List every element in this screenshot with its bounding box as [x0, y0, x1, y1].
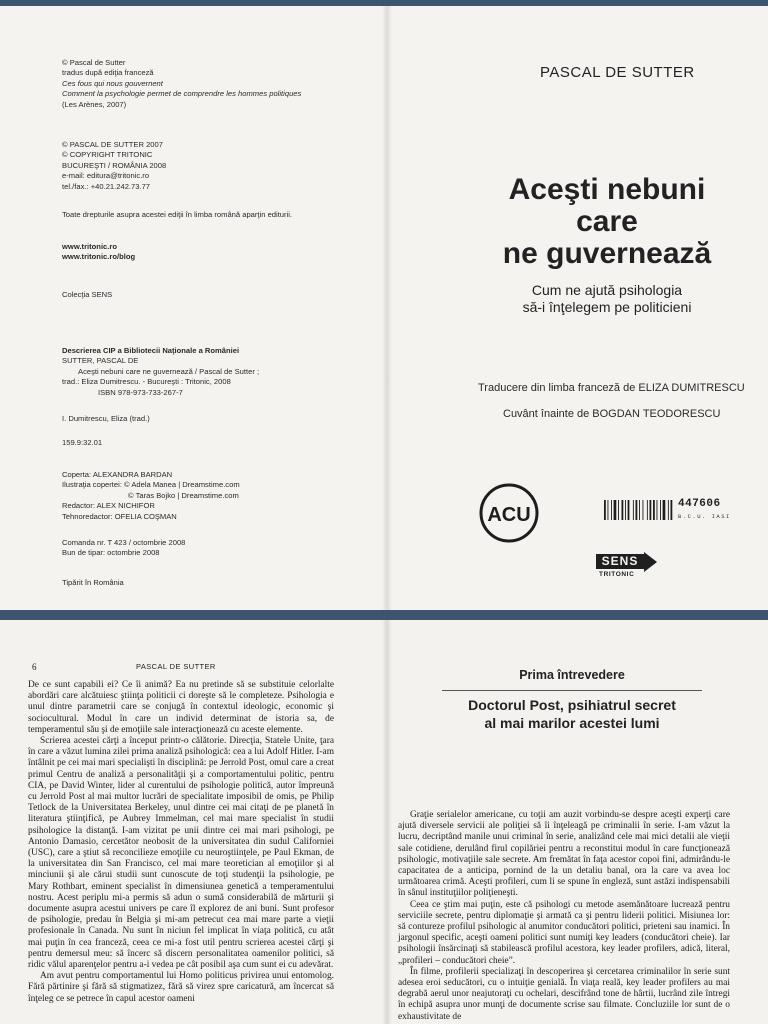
original-edition-note: [62, 58, 301, 110]
barcode-bar: [608, 500, 609, 520]
barcode-bar: [643, 500, 644, 520]
barcode-icon: [604, 500, 674, 520]
print-order: [62, 538, 185, 559]
chapter-title: [422, 696, 722, 732]
cip-isbn: ISBN 978-973-733-267-7: [98, 387, 183, 397]
book-subtitle: [470, 282, 744, 316]
paragraph: Graţie serialelor americane, cu toţii am auzit vorbindu-se despre aceşti experţi care ajută diversele servicii ale poliţiei să îi înţeleagă pe criminalii în serie. I-am văzut la lucru, decriptând manile unui criminal în serie, analizând cele mai mici detalii ale vieţii sale cotidiene, derulând firul copilăriei pentru a reconstitui modul în care funcţionează psihologic, motivaţiile sale secrete. Am fremătat în faţa acestor copoi fini, admirându-le capacitatea de a anticipa, pornind de la un detaliu banal, ora la care va avea loc următoarea crimă. Aceşti profileri, cum li se spune în engleză, sunt astăzi indispensabili în sânul instituţiilor poliţieneşti.: [398, 810, 730, 899]
acu-stamp-label: ACU: [487, 504, 531, 526]
publisher-websites: [62, 242, 135, 263]
credit-line: Redactor: ALEX NICHIFOR: [62, 501, 155, 511]
foreword-credit: Cuvânt înainte de BOGDAN TEODORESCU: [503, 408, 721, 420]
barcode-bar: [653, 500, 655, 520]
order-line: Bun de tipar: octombrie 2008: [62, 548, 160, 558]
cip-classification: 159.9:32.01: [62, 438, 103, 447]
rights-statement: Toate drepturile asupra acestei ediţii în limba română aparţin editurii.: [62, 210, 293, 219]
barcode-bar: [614, 500, 617, 520]
cip-translator-entry: I. Dumitrescu, Eliza (trad.): [62, 414, 150, 423]
cip-title: Aceşti nebuni care ne guvernează / Pascal de Sutter ;: [78, 366, 260, 376]
chapter-divider: [442, 690, 702, 691]
barcode-bar: [639, 500, 640, 520]
tritonic-logo-word: TRITONIC: [599, 571, 635, 578]
original-subtitle: Comment la psychologie permet de comprendre les hommes politiques: [62, 89, 302, 99]
collection-name: Colecţia SENS: [62, 290, 113, 299]
paragraph: În filme, profilerii specializaţi în descoperirea şi cercetarea criminalilor în serie sunt adesea eroi seducători, cu o intuiţie genială. În viaţa reală, key leader profilers au mai degrabă aerul unor neajutoraţi cu ochelari, descifrând tone de hârtii, lucrând zile întregi în echipă asupra unor munţi de documente scrise sau filmate. Concluziile lor sunt de o exhaustivitate de: [398, 966, 730, 1022]
barcode-bar: [633, 500, 634, 520]
barcode-bar: [611, 500, 612, 520]
barcode-bar: [668, 500, 669, 520]
book-title: [470, 174, 744, 270]
sens-logo-word: SENS: [596, 554, 644, 569]
production-credits: [62, 470, 240, 522]
author-name: PASCAL DE SUTTER: [540, 64, 695, 81]
running-head: PASCAL DE SUTTER: [136, 662, 216, 671]
paragraph: Ceea ce ştim mai puţin, este că psihologi cu metode asemănătoare lucrează pentru serviciile secrete, pentru diplomaţie şi armată ca şi pentru liderii politici. Misiunea lor: să contureze profilul psihologic al anumitor conducători politici, prieteni sau inamici. În jargonul specific, aceşti oameni politici sunt numiţi key leaders (conducători cheie). Iar psihologii însărcinaţi să stabilească profilul acestora, key leader profilers, adică, literal, „profileri – conducători cheie”.: [398, 899, 730, 966]
imprint-line: (Les Arènes, 2007): [62, 99, 127, 109]
website-link: www.tritonic.ro/blog: [62, 252, 136, 262]
barcode-bar: [663, 500, 666, 520]
chapter-title-line: Doctorul Post, psihiatrul secret: [468, 697, 676, 713]
imprint-line: tradus după ediţia franceză: [62, 68, 154, 78]
chapter-title-line: al mai marilor acestei lumi: [484, 715, 660, 731]
paragraph: Am avut pentru comportamentul lui Homo politicus privirea unui entomolog. Fără părtinire şi fără să stigmatizez, fără să virez spre caricatură, am încercat să înţeleg ce se petrece în capul acestor oameni: [28, 971, 334, 1004]
sens-tritonic-logo: [596, 552, 660, 586]
printed-in: Tipărit în România: [62, 578, 124, 587]
left-body-text: [28, 680, 334, 1005]
barcode-bar: [671, 500, 673, 520]
credit-line: Tehnoredactor: OFELIA COŞMAN: [62, 511, 177, 521]
barcode-bar: [628, 500, 630, 520]
credit-line: Coperta: ALEXANDRA BARDAN: [62, 470, 173, 479]
arrow-right-icon: [644, 552, 657, 572]
paragraph: Scrierea acestei cărţi a început printr-o călătorie. Direcţia, Statele Unite, ţara în care a văzut lumina zilei prima analiză psihologică: cea a lui Adolf Hitler. I-am întâlnit pe cei mai mari specialişti în disciplină: pe Jerrold Post, omul care a creat primul Centru de analiză a personalităţii şi a comportamentului politic, pentru CIA, pe David Winter, lider al curentului de psihologie politică, autor împreună cu Jerrold Post al mai multor lucrări de specialitate imposibil de omis, pe Philip Tetlock de la Universitatea Berkeley, unul dintre cei mai citaţi de pe planetă în literatura ştiinţifică, pe Aubrey Immelman, cel mai mare specialist în studii psihologice la distanţă. I-am vizitat pe unii dintre cei mai mari psihologi, pe Antonio Damasio, cercetător neobosit de la universitatea din sudul Californiei (USC), care a ştiut să reconcilieze emoţiile cu neuroştiinţele, pe Paul Ekman, de la universitatea din San Francisco, cel mai mare teoretician al emoţiilor şi al minciunii şi ale cărui studii sunt cunoscute de toţi studenţii la psihologie, pe Mary Rothbart, eminent specialist în dimensiunea genetică a temperamentului nostru. Acest periplu mi-a permis să adun o sumă considerabilă de mărturii şi documente asupra acestui univers pe care îl explorez de ani buni. Sunt profesor de psihologie, predau în Belgia şi mi-am petrecut cea mai mare parte a vieţii profesionale în Canada. Nu sunt în niciun fel implicat în viaţa politică, cu atât mai puţin în cea franceză, ceea ce mi-a fost util pentru scrierea acestei cărţi şi pentru demersul meu: să încerc să discern personalitatea oamenilor politici, să ridic vălul aparenţelor pentru a-i vedea pe cât posibil aşa cum sunt ei cu adevărat.: [28, 736, 334, 971]
credit-line: Ilustraţia copertei: © Adela Manea | Dreamstime.com: [62, 480, 240, 490]
barcode-bar: [604, 500, 606, 520]
barcode-bar: [618, 500, 619, 520]
imprint-line: © Pascal de Sutter: [62, 58, 126, 67]
subtitle-line: să-i înţelegem pe politicieni: [522, 299, 692, 315]
library-code: B.C.U. IASI: [678, 513, 731, 520]
inventory-number: 447606: [678, 498, 721, 510]
paragraph: De ce sunt capabili ei? Ce îi animă? Ea nu pretinde să se substituie celorlalte abordări care alcătuiesc ştiinţa politicii ci doreşte să le completeze. Psihologia e unul dintre parametrii care se conjugă în contextul ideologic, economic şi sociocultural. Modul în care un individ determinat de istoria sa, de temperamentul său şi de emoţiile sale interacţionează cu aceste elemente.: [28, 680, 334, 735]
credit-line: © Taras Bojko | Dreamstime.com: [128, 490, 239, 500]
book-gutter: [382, 620, 392, 1024]
text-spread: [0, 620, 768, 1024]
book-gutter: [382, 6, 392, 610]
barcode-bar: [657, 500, 658, 520]
cip-author: SUTTER, PASCAL DE: [62, 356, 139, 366]
website-link: www.tritonic.ro: [62, 242, 117, 251]
copyright-line: © COPYRIGHT TRITONIC: [62, 150, 153, 160]
title-line: ne guvernează: [502, 237, 712, 270]
page-number: 6: [32, 662, 37, 672]
right-body-text: [398, 810, 730, 1023]
barcode-bar: [636, 500, 638, 520]
copyright-line: BUCUREŞTI / ROMÂNIA 2008: [62, 160, 167, 170]
publisher-email: e-mail: editura@tritonic.ro: [62, 171, 150, 181]
barcode-bar: [622, 500, 624, 520]
acu-stamp-icon: [478, 482, 540, 544]
subtitle-line: Cum ne ajută psihologia: [531, 282, 683, 298]
publisher-phone: tel./fax.: +40.21.242.73.77: [62, 181, 151, 191]
cip-translation: trad.: Eliza Dumitrescu. - Bucureşti : Tritonic, 2008: [62, 377, 231, 387]
title-line: care: [576, 205, 638, 238]
chapter-label: Prima întrevedere: [519, 668, 625, 682]
translator-credit: Traducere din limba franceză de ELIZA DUMITRESCU: [478, 382, 745, 394]
barcode-bar: [650, 500, 652, 520]
cip-heading: Descrierea CIP a Bibliotecii Naţionale a României: [62, 346, 240, 355]
cip-record: [62, 346, 259, 398]
barcode-bar: [647, 500, 648, 520]
title-line: Aceşti nebuni: [508, 173, 706, 206]
copyright-line: © PASCAL DE SUTTER 2007: [62, 140, 163, 149]
original-title: Ces fous qui nous gouvernent: [62, 78, 163, 88]
barcode-bar: [625, 500, 626, 520]
order-line: Comanda nr. T 423 / octombrie 2008: [62, 538, 186, 547]
copyright-block: [62, 140, 166, 192]
barcode-bar: [660, 500, 661, 520]
imprint-and-title-spread: [0, 6, 768, 610]
